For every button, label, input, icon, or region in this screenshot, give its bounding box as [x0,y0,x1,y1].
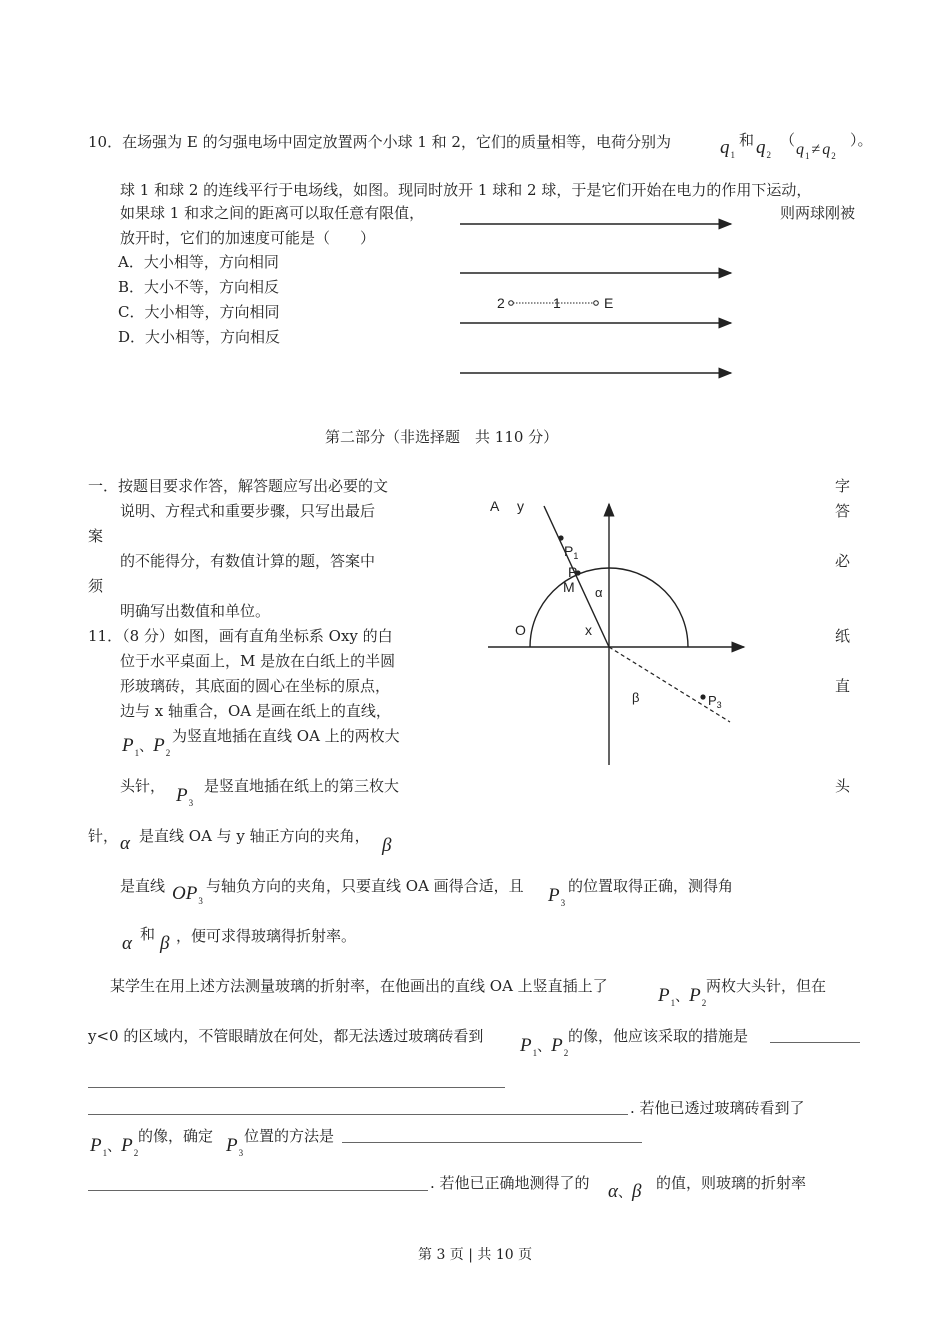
p1-p2-symbols-4: $P_1$、$P_2$ [90,1135,139,1158]
q11-and: 和 [140,925,156,943]
p3-symbol-3: $P_3$ [226,1135,244,1158]
q11-seen-images: . 若他已透过玻璃砖看到了 [630,1099,805,1117]
q11-line3-right: 直 [835,677,851,695]
q11-head-right: 头 [835,777,851,795]
ball-2 [509,301,514,306]
q11-refraction-note: ，便可求得玻璃得折射率。 [176,927,357,945]
answer-blank-3[interactable] [88,1114,628,1115]
q11-op3-tail: 的位置取得正确，测得角 [568,877,734,895]
q10-and: 和 [739,131,755,149]
q10-line1: 10．在场强为 E 的匀强电场中固定放置两个小球 1 和 2，它们的质量相等，电荷分别为 [88,133,671,151]
label-p1: $P_1$ [564,543,579,561]
instruction-line2: 说明、方程式和重要步骤，只写出最后 [120,502,376,520]
answer-blank-4[interactable] [342,1142,642,1143]
op3-symbol: $OP_3$ [172,883,203,906]
pin-p1 [558,535,563,540]
q11-line1-right: 纸 [835,627,851,645]
q11-pin-lead: 针， [88,827,119,845]
q11-position-method: 位置的方法是 [244,1127,335,1145]
instruction-line3-right: 必 [835,552,851,570]
label-p2: P [568,564,578,580]
label-m: M [563,579,575,595]
q11-line1: 11．（8 分）如图，画有直角坐标系 Oxy 的白 [88,627,393,645]
pin-p3 [700,694,705,699]
p1-p2-symbols-3: $P_1$、$P_2$ [520,1035,569,1058]
q11-op3-mid: 与轴负方向的夹角，只要直线 OA 画得合适，且 [206,877,524,895]
q10-option-b: B．大小不等，方向相反 [118,278,280,296]
q11-head-pin-lead: 头针， [120,777,166,795]
instruction-line3: 的不能得分，有数值计算的题，答案中 [120,552,376,570]
instruction-line1-right: 字 [835,477,851,495]
q11-line4: 边与 x 轴重合，OA 是画在纸上的直线， [120,702,391,720]
beta-symbol: β [382,835,392,856]
label-x: x [585,622,592,638]
q11-para2-tail: 的像，他应该采取的措施是 [568,1027,749,1045]
ball-1 [594,301,599,306]
electric-field-figure [455,210,745,385]
q11-alpha-def: 是直线 OA 与 y 轴正方向的夹角， [139,827,370,845]
refraction-figure [480,490,755,775]
q11-para1-tail: 两枚大头针，但在 [706,977,827,995]
q11-op3-lead: 是直线 [120,877,166,895]
q10-option-a: A．大小相等，方向相同 [118,253,279,271]
q10-q1-symbol: $q_1$ [720,137,735,160]
q10-line3-left: 如果球 1 和求之间的距离可以取任意有限值， [120,204,425,222]
q10-line2: 球 1 和球 2 的连线平行于电场线，如图。现同时放开 1 球和 2 球，于是它们开始在电力的作用下运动， [120,181,812,199]
alpha-symbol: α [120,833,130,854]
q10-paren-open: （ [780,131,796,149]
alpha-symbol-2: α [122,933,132,954]
q10-line3-right: 则两球刚被 [780,204,856,222]
p1-p2-symbols: $P_1$、$P_2$ [122,735,171,758]
label-p3: $P_3$ [708,693,722,710]
beta-symbol-2: β [160,933,170,954]
q11-refractive-index: 的值，则玻璃的折射率 [656,1174,807,1192]
ball-2-label: 2 [497,295,505,311]
q11-pins-on-oa: 为竖直地插在直线 OA 上的两枚大 [172,727,400,745]
instruction-line2-wrap: 案 [88,527,104,545]
label-beta: β [632,690,640,705]
answer-blank-5[interactable] [88,1190,428,1191]
part2-title: 第二部分（非选择题 共 110 分） [325,428,559,446]
q11-images-of: 的像，确定 [138,1127,214,1145]
p3-symbol: $P_3$ [176,785,194,808]
line-op3-dashed [609,647,730,722]
q10-condition: $q_1 \ne q_2$ [796,141,836,161]
alpha-beta-symbols: α、β [608,1181,642,1202]
q10-line4: 放开时，它们的加速度可能是（ ） [120,229,376,247]
ball-1-label: 1 [553,295,561,311]
answer-blank-2[interactable] [88,1087,505,1088]
q11-measured: . 若他已正确地测得了的 [430,1174,590,1192]
instruction-line3-wrap: 须 [88,577,104,595]
page-footer: 第 3 页 | 共 10 页 [418,1247,533,1263]
p1-p2-symbols-2: $P_1$、$P_2$ [658,985,707,1008]
p3-symbol-2: $P_3$ [548,885,566,908]
instruction-line4: 明确写出数值和单位。 [120,602,271,620]
q10-q2-symbol: $q_2$ [756,137,771,160]
instruction-line1: 一．按题目要求作答，解答题应写出必要的文 [88,477,389,495]
label-o: O [515,622,526,638]
label-alpha: α [595,585,603,600]
q11-line2: 位于水平桌面上，M 是放在白纸上的半圆 [120,652,396,670]
label-y: y [517,498,524,514]
q10-option-c: C．大小相等，方向相同 [118,303,280,321]
q11-line3: 形玻璃砖，其底面的圆心在坐标的原点， [120,677,391,695]
q11-para2: y<0 的区域内，不管眼睛放在何处，都无法透过玻璃砖看到 [88,1027,484,1045]
q10-option-d: D．大小相等，方向相反 [118,328,281,346]
q10-paren-close: ）。 [850,131,873,149]
answer-blank-1[interactable] [770,1042,860,1043]
q11-para1: 某学生在用上述方法测量玻璃的折射率，在他画出的直线 OA 上竖直插上了 [110,977,608,995]
q11-third-pin: 是竖直地插在纸上的第三枚大 [204,777,400,795]
label-a: A [490,498,500,514]
instruction-line2-right: 答 [835,502,851,520]
field-label-e: E [604,295,614,311]
